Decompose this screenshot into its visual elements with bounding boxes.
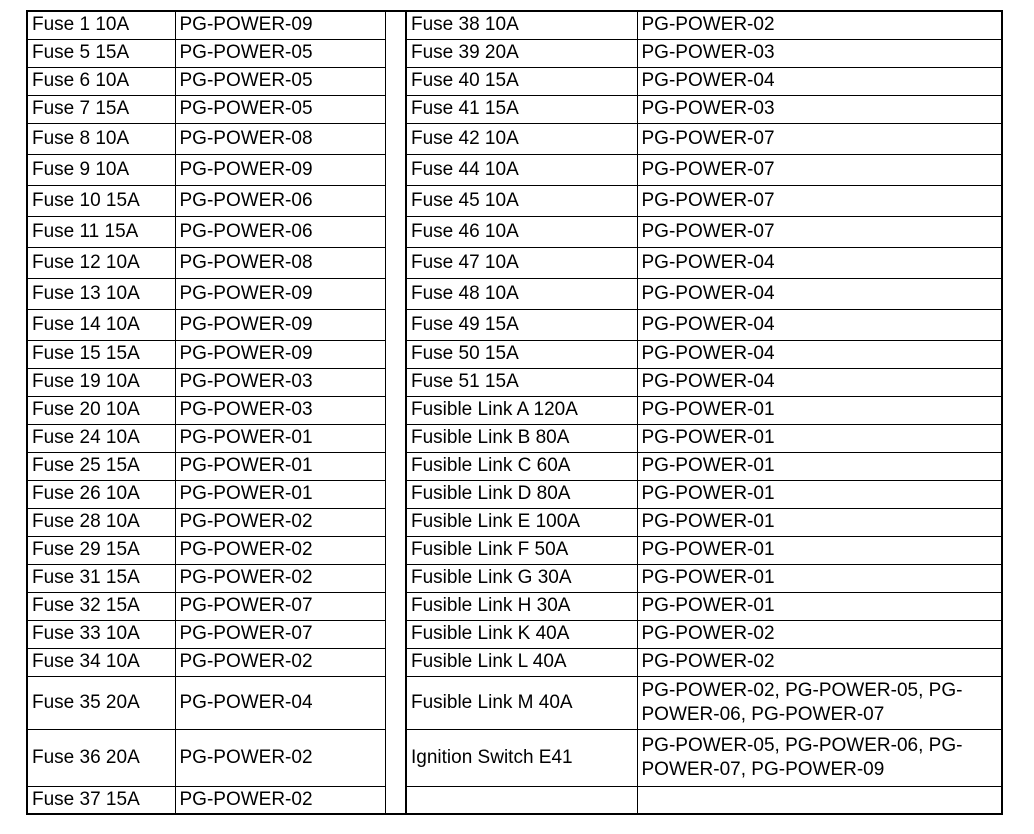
column-gap <box>385 536 406 564</box>
table-row <box>27 424 1002 452</box>
circuit-right-cell: PG-POWER-07 <box>637 154 1002 185</box>
column-gap <box>385 480 406 508</box>
circuit-right-cell: PG-POWER-01 <box>637 396 1002 424</box>
fuse-right-cell: Fuse 40 15A <box>406 67 637 95</box>
table-row <box>27 676 1002 729</box>
column-gap <box>385 368 406 396</box>
circuit-right-cell: PG-POWER-04 <box>637 278 1002 309</box>
column-gap <box>385 95 406 123</box>
fuse-left-cell: Fuse 26 10A <box>27 480 175 508</box>
circuit-left-cell: PG-POWER-02 <box>175 648 385 676</box>
table-row <box>27 508 1002 536</box>
fuse-right-cell: Fuse 47 10A <box>406 247 637 278</box>
fuse-left-cell: Fuse 6 10A <box>27 67 175 95</box>
circuit-right-cell: PG-POWER-01 <box>637 508 1002 536</box>
column-gap <box>385 648 406 676</box>
circuit-left-cell: PG-POWER-02 <box>175 564 385 592</box>
fuse-left-cell: Fuse 5 15A <box>27 39 175 67</box>
column-gap <box>385 154 406 185</box>
circuit-right-cell: PG-POWER-04 <box>637 247 1002 278</box>
fuse-left-cell: Fuse 14 10A <box>27 309 175 340</box>
fuse-left-cell: Fuse 1 10A <box>27 11 175 39</box>
column-gap <box>385 564 406 592</box>
fuse-left-cell: Fuse 20 10A <box>27 396 175 424</box>
table-row <box>27 536 1002 564</box>
fuse-right-cell: Fusible Link K 40A <box>406 620 637 648</box>
circuit-left-cell: PG-POWER-06 <box>175 216 385 247</box>
fuse-right-cell: Fuse 39 20A <box>406 39 637 67</box>
circuit-right-cell: PG-POWER-04 <box>637 309 1002 340</box>
fuse-right-cell: Fuse 46 10A <box>406 216 637 247</box>
fuse-left-cell: Fuse 9 10A <box>27 154 175 185</box>
table-row <box>27 39 1002 67</box>
fuse-right-cell: Fusible Link B 80A <box>406 424 637 452</box>
fuse-reference-table <box>26 10 1003 815</box>
circuit-left-cell: PG-POWER-02 <box>175 508 385 536</box>
column-gap <box>385 676 406 729</box>
circuit-left-cell: PG-POWER-05 <box>175 95 385 123</box>
fuse-left-cell: Fuse 10 15A <box>27 185 175 216</box>
circuit-left-cell: PG-POWER-09 <box>175 278 385 309</box>
circuit-left-cell: PG-POWER-03 <box>175 396 385 424</box>
fuse-left-cell: Fuse 11 15A <box>27 216 175 247</box>
column-gap <box>385 592 406 620</box>
fuse-left-cell: Fuse 34 10A <box>27 648 175 676</box>
fuse-right-cell: Fusible Link L 40A <box>406 648 637 676</box>
circuit-right-cell: PG-POWER-01 <box>637 480 1002 508</box>
circuit-left-cell: PG-POWER-09 <box>175 154 385 185</box>
circuit-left-cell: PG-POWER-01 <box>175 452 385 480</box>
table-row <box>27 368 1002 396</box>
circuit-left-cell: PG-POWER-01 <box>175 424 385 452</box>
circuit-left-cell: PG-POWER-08 <box>175 247 385 278</box>
fuse-right-cell: Fusible Link C 60A <box>406 452 637 480</box>
circuit-left-cell: PG-POWER-03 <box>175 368 385 396</box>
circuit-right-cell: PG-POWER-01 <box>637 536 1002 564</box>
circuit-left-cell: PG-POWER-02 <box>175 786 385 814</box>
fuse-left-cell: Fuse 28 10A <box>27 508 175 536</box>
circuit-right-cell: PG-POWER-03 <box>637 95 1002 123</box>
column-gap <box>385 396 406 424</box>
table-row <box>27 278 1002 309</box>
fuse-right-cell: Fusible Link H 30A <box>406 592 637 620</box>
circuit-left-cell: PG-POWER-08 <box>175 123 385 154</box>
circuit-left-cell: PG-POWER-07 <box>175 620 385 648</box>
column-gap <box>385 508 406 536</box>
circuit-right-cell: PG-POWER-01 <box>637 592 1002 620</box>
circuit-right-cell: PG-POWER-04 <box>637 67 1002 95</box>
column-gap <box>385 424 406 452</box>
column-gap <box>385 729 406 786</box>
column-gap <box>385 309 406 340</box>
table-row <box>27 185 1002 216</box>
circuit-left-cell: PG-POWER-02 <box>175 536 385 564</box>
circuit-left-cell: PG-POWER-05 <box>175 39 385 67</box>
fuse-right-cell: Ignition Switch E41 <box>406 729 637 786</box>
circuit-right-cell: PG-POWER-05, PG-POWER-06, PG-POWER-07, PG-POWER-09 <box>637 729 1002 786</box>
table-row <box>27 452 1002 480</box>
table-row <box>27 786 1002 814</box>
circuit-left-cell: PG-POWER-09 <box>175 11 385 39</box>
fuse-right-cell: Fusible Link A 120A <box>406 396 637 424</box>
fuse-left-cell: Fuse 12 10A <box>27 247 175 278</box>
fuse-right-cell: Fuse 50 15A <box>406 340 637 368</box>
fuse-left-cell: Fuse 19 10A <box>27 368 175 396</box>
circuit-right-cell <box>637 786 1002 814</box>
fuse-left-cell: Fuse 32 15A <box>27 592 175 620</box>
fuse-left-cell: Fuse 8 10A <box>27 123 175 154</box>
column-gap <box>385 247 406 278</box>
table-row <box>27 592 1002 620</box>
table-row <box>27 67 1002 95</box>
fuse-left-cell: Fuse 37 15A <box>27 786 175 814</box>
table-row <box>27 11 1002 39</box>
circuit-left-cell: PG-POWER-02 <box>175 729 385 786</box>
table-row <box>27 564 1002 592</box>
fuse-left-cell: Fuse 15 15A <box>27 340 175 368</box>
circuit-right-cell: PG-POWER-01 <box>637 424 1002 452</box>
column-gap <box>385 340 406 368</box>
column-gap <box>385 185 406 216</box>
circuit-left-cell: PG-POWER-05 <box>175 67 385 95</box>
fuse-left-cell: Fuse 36 20A <box>27 729 175 786</box>
circuit-right-cell: PG-POWER-02 <box>637 648 1002 676</box>
column-gap <box>385 620 406 648</box>
circuit-right-cell: PG-POWER-01 <box>637 452 1002 480</box>
column-gap <box>385 216 406 247</box>
table-row <box>27 154 1002 185</box>
fuse-left-cell: Fuse 25 15A <box>27 452 175 480</box>
circuit-left-cell: PG-POWER-07 <box>175 592 385 620</box>
fuse-left-cell: Fuse 31 15A <box>27 564 175 592</box>
table-row <box>27 309 1002 340</box>
fuse-right-cell: Fuse 45 10A <box>406 185 637 216</box>
circuit-right-cell: PG-POWER-02, PG-POWER-05, PG-POWER-06, PG-POWER-07 <box>637 676 1002 729</box>
table-row <box>27 95 1002 123</box>
fuse-right-cell: Fusible Link M 40A <box>406 676 637 729</box>
fuse-right-cell: Fuse 48 10A <box>406 278 637 309</box>
table-row <box>27 340 1002 368</box>
circuit-right-cell: PG-POWER-03 <box>637 39 1002 67</box>
circuit-left-cell: PG-POWER-09 <box>175 340 385 368</box>
fuse-right-cell: Fuse 44 10A <box>406 154 637 185</box>
circuit-right-cell: PG-POWER-01 <box>637 564 1002 592</box>
column-gap <box>385 786 406 814</box>
table-row <box>27 620 1002 648</box>
fuse-right-cell: Fuse 51 15A <box>406 368 637 396</box>
fuse-right-cell <box>406 786 637 814</box>
fuse-right-cell: Fuse 42 10A <box>406 123 637 154</box>
column-gap <box>385 11 406 39</box>
column-gap <box>385 452 406 480</box>
circuit-right-cell: PG-POWER-07 <box>637 216 1002 247</box>
table-row <box>27 729 1002 786</box>
fuse-left-cell: Fuse 24 10A <box>27 424 175 452</box>
circuit-right-cell: PG-POWER-04 <box>637 368 1002 396</box>
table-row <box>27 216 1002 247</box>
circuit-right-cell: PG-POWER-07 <box>637 185 1002 216</box>
column-gap <box>385 39 406 67</box>
table-row <box>27 247 1002 278</box>
fuse-right-cell: Fusible Link D 80A <box>406 480 637 508</box>
table-row <box>27 648 1002 676</box>
circuit-left-cell: PG-POWER-04 <box>175 676 385 729</box>
circuit-right-cell: PG-POWER-07 <box>637 123 1002 154</box>
circuit-right-cell: PG-POWER-02 <box>637 620 1002 648</box>
circuit-right-cell: PG-POWER-02 <box>637 11 1002 39</box>
column-gap <box>385 278 406 309</box>
table-row <box>27 123 1002 154</box>
fuse-left-cell: Fuse 7 15A <box>27 95 175 123</box>
fuse-right-cell: Fuse 38 10A <box>406 11 637 39</box>
fuse-left-cell: Fuse 29 15A <box>27 536 175 564</box>
fuse-left-cell: Fuse 13 10A <box>27 278 175 309</box>
circuit-left-cell: PG-POWER-01 <box>175 480 385 508</box>
circuit-left-cell: PG-POWER-09 <box>175 309 385 340</box>
fuse-right-cell: Fusible Link F 50A <box>406 536 637 564</box>
fuse-right-cell: Fusible Link G 30A <box>406 564 637 592</box>
fuse-reference-table-container <box>26 10 1001 825</box>
fuse-right-cell: Fuse 41 15A <box>406 95 637 123</box>
fuse-right-cell: Fuse 49 15A <box>406 309 637 340</box>
fuse-right-cell: Fusible Link E 100A <box>406 508 637 536</box>
fuse-left-cell: Fuse 35 20A <box>27 676 175 729</box>
fuse-left-cell: Fuse 33 10A <box>27 620 175 648</box>
column-gap <box>385 67 406 95</box>
circuit-left-cell: PG-POWER-06 <box>175 185 385 216</box>
circuit-right-cell: PG-POWER-04 <box>637 340 1002 368</box>
table-row <box>27 480 1002 508</box>
table-row <box>27 396 1002 424</box>
column-gap <box>385 123 406 154</box>
